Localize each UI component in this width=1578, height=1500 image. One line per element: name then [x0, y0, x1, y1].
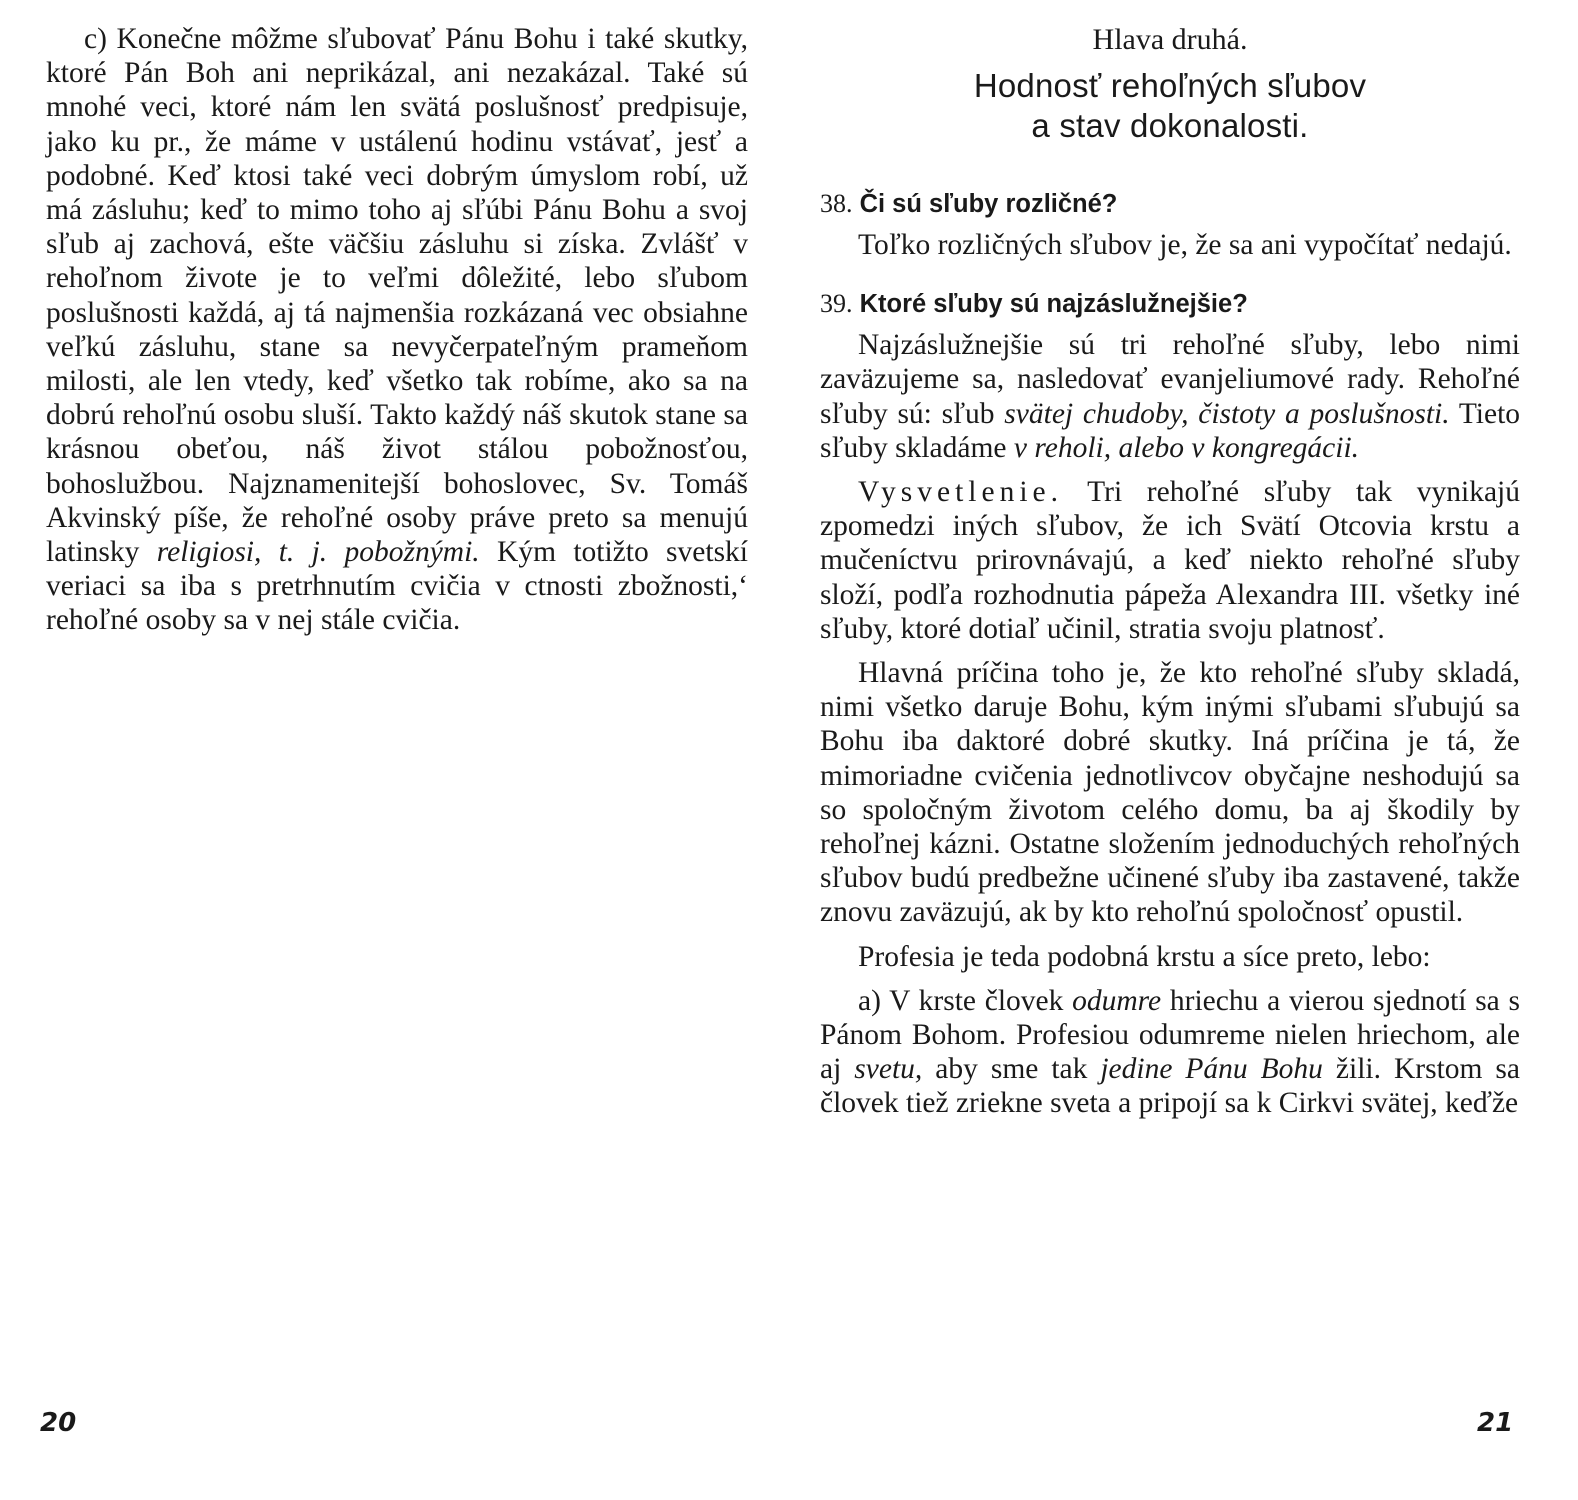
answer-38: Toľko rozličných sľubov je, že sa ani vypočítať nedajú. [858, 229, 1512, 261]
paragraph-c-italic: religiosi, t. j. pobožnými. [156, 536, 480, 569]
paragraph-a-part2: hriechu a vierou sjednotí sa s Pánom Bohom. Profesiou odumreme nielen hriechom, ale aj [820, 984, 1520, 1086]
left-page-text [46, 22, 748, 638]
paragraph-a-italic2: svetu, [854, 1053, 923, 1086]
paragraph-a-part1: a) V krste človek [858, 984, 1064, 1017]
question-39-text: Ktoré sľuby sú najzáslužnejšie? [859, 290, 1248, 319]
chapter-label: Hlava druhá. [1092, 23, 1248, 56]
answer-39-italic1: svätej chudoby, čistoty a poslušnosti. [1004, 397, 1450, 430]
chapter-title [820, 66, 1520, 146]
paragraph-a-italic1: odumre [1072, 984, 1162, 1017]
paragraph-a-italic3: jedine Pánu Bohu [1100, 1053, 1323, 1086]
question-39-number: 39. [820, 289, 853, 319]
question-39 [820, 288, 1520, 320]
paragraph-c-text: c) Konečne môžme sľubovať Pánu Bohu i také skutky, ktoré Pán Boh ani neprikázal, ani nezakázal. Také sú mnohé veci, ktoré nám len svätá poslušnosť predpisuje, jako ku pr., že máme v ustálenú hodinu vstávať, jesť a podobné. Keď ktosi také veci dobrým úmyslom robí, už má zásluhu; keď to mimo toho aj sľúbi Pánu Bohu a svoj sľub aj zachová, ešte väčšiu zásluhu si získa. Zvlášť v rehoľnom živote je to veľmi dôležité, lebo sľubom poslušnosti každá, aj tá najmenšia rozkázaná vec obsiahne veľkú zásluhu, stane sa nevyčerpateľným prameňom milosti, ale len vtedy, keď všetko tak robíme, ako sa na dobrú rehoľnú osobu sluší. Takto každý náš skutok stane sa krásnou obeťou, náš život stálou pobožnosťou, bohoslužbou. Najznamenitejší bohoslovec, Sv. Tomáš Akvinský píše, že rehoľné osoby práve preto sa menujú latinsky [46, 23, 748, 569]
answer-39-part2: Tieto sľuby skladáme [820, 397, 1521, 464]
right-page-text [820, 22, 1520, 1121]
question-38-number: 38. [820, 189, 853, 218]
explanation-label: Vysvetlenie. [858, 476, 1064, 509]
explanation-paragraph [820, 475, 1520, 646]
question-38 [820, 188, 1520, 220]
question-38-text: Či sú sľuby rozličné? [859, 190, 1118, 218]
paragraph-c-text-end: Kým totižto svetskí veriaci sa iba s pretrhnutím cvičia v ctnosti zbožnosti,‘ rehoľné osoby sa v nej stále cvičia. [46, 536, 748, 637]
answer-39-italic2: v reholi, alebo v kongregácii. [1013, 431, 1360, 464]
paragraph-c [46, 22, 748, 638]
chapter-title-line2: a stav dokonalosti. [1031, 107, 1309, 144]
explanation-text: Tri rehoľné sľuby tak vynikajú zpomedzi iných sľubov, že ich Svätí Otcovia krstu a mučeníctvu prirovnávajú, a keď niekto rehoľné sľuby složí, podľa rozhodnutia pápeža Alexandra III. všetky iné sľuby, ktoré dotiaľ učinil, stratia svoju platnosť. [820, 476, 1520, 645]
paragraph-a-part4: žili. Krstom sa človek tiež zriekne sveta a pripojí sa k Cirkvi svätej, keďže [820, 1053, 1521, 1120]
page-number-right: 21 [1477, 1408, 1514, 1438]
chapter-title-line1: Hodnosť rehoľných sľubov [973, 67, 1367, 104]
right-page [789, 0, 1578, 1500]
paragraph-a [820, 984, 1520, 1121]
paragraph-a-part3: aby sme tak [935, 1053, 1088, 1086]
answer-39 [820, 328, 1520, 465]
profession-paragraph: Profesia je teda podobná krstu a síce preto, lebo: [858, 940, 1431, 973]
answer-39-part1: Najzáslužnejšie sú tri rehoľné sľuby, lebo nimi zaväzujeme sa, nasledovať evanjeliumové rady. Rehoľné sľuby sú: sľub [820, 329, 1520, 430]
page-number-left: 20 [40, 1408, 77, 1438]
main-cause-paragraph: Hlavná príčina toho je, že kto rehoľné sľuby skladá, nimi všetko daruje Bohu, kým inými sľubami sľubujú sa Bohu iba daktoré dobré skutky. Iná príčina je tá, že mimoriadne cvičenia jednotlivcov obyčajne neshodujú sa so spoločným životom celého domu, ba aj škodily by rehoľnej kázni. Ostatne složením jednoduchých rehoľných sľubov budú predbežne učinené sľuby iba zastavené, takže znovu zaväzujú, ak by kto rehoľnú spoločnosť opustil. [820, 657, 1520, 929]
